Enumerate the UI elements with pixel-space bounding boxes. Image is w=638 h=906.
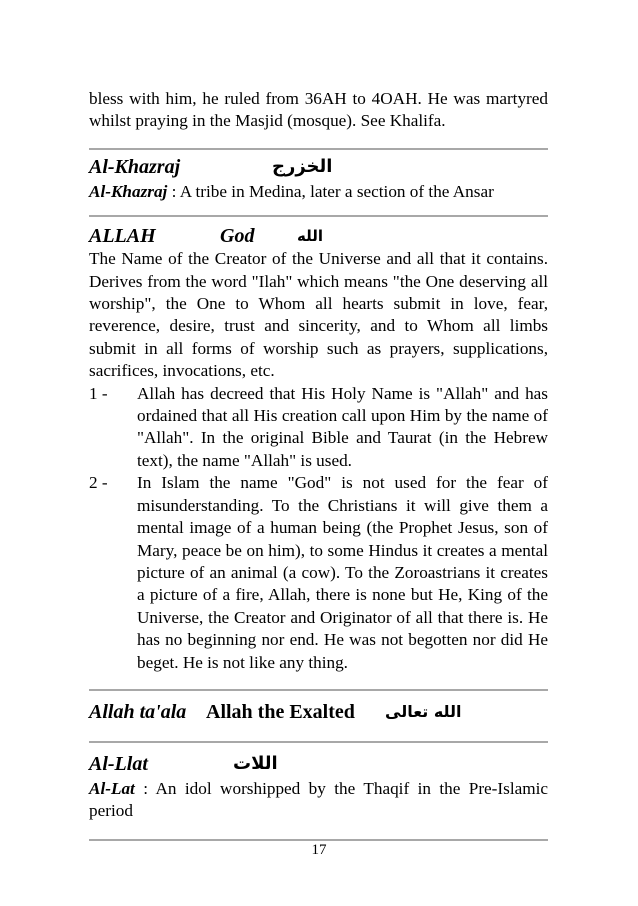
entry-term: Allah ta'ala	[89, 700, 187, 723]
entry-definition-khazraj	[89, 181, 548, 203]
page-content	[89, 88, 548, 841]
entry-arabic: الله	[297, 227, 323, 246]
divider-5	[89, 839, 548, 841]
page-number: 17	[311, 842, 327, 858]
entry-term: Al-Llat	[89, 752, 148, 775]
entry-arabic: الخزرج	[272, 155, 333, 177]
divider-1	[89, 148, 548, 150]
entry-label: Al-Khazraj	[89, 181, 168, 201]
intro-paragraph: bless with him, he ruled from 36AH to 4OAH. He was martyred whilst praying in the Masjid (mosque). See Khalifa.	[89, 89, 548, 131]
list-item-number: 1 -	[89, 383, 108, 403]
entry-arabic: الله تعالى	[385, 701, 462, 721]
entry-definition-text: : An idol worshipped by the Thaqif in the Pre-Islamic period	[89, 778, 548, 821]
divider-2	[89, 215, 548, 217]
list-item-text: In Islam the name "God" is not used for the fear of misunderstanding. To the Christians it will give them a mental image of a human being (the Prophet Jesus, son of Mary, peace be on him), to some Hindus it creates a mental picture of an animal (a cow). To the Zoroastrians it creates a picture of a fire, Allah, there is none but He, King of the Universe, the Creator and Originator of all that there is. He has no beginning nor end. He was not begotten nor did He beget. He is not like any thing.	[137, 473, 548, 672]
list-item	[89, 472, 548, 674]
list-item-text: Allah has decreed that His Holy Name is "Allah" and has ordained that all His creation call upon Him by the name of "Allah". In the original Bible and Taurat (in the Hebrew text), the name "Allah" is used.	[137, 383, 548, 470]
divider-3	[89, 689, 548, 691]
entry-heading-llat	[89, 749, 548, 779]
entry-term: ALLAH	[89, 225, 156, 248]
entry-translation: Allah the Exalted	[206, 700, 355, 723]
entry-heading-khazraj	[89, 152, 548, 182]
entry-term: Al-Khazraj	[89, 155, 181, 178]
entry-translation: God	[220, 225, 255, 248]
entry-heading-tala	[89, 697, 548, 727]
entry-arabic: اللات	[233, 752, 278, 774]
entry-definition-llat	[89, 778, 548, 823]
list-item	[89, 383, 548, 473]
entry-heading-allah	[89, 221, 548, 251]
entry-definition-allah: The Name of the Creator of the Universe and all that it contains. Derives from the word "Ilah" which means "the One deserving all worship", the One to Whom all hearts submit in love, fear, reverence, desire, trust and sincerity, and to Whom all limbs submit in all forms of worship such as prayers, supplications, sacrifices, invocations, etc.	[89, 249, 548, 381]
divider-4	[89, 741, 548, 743]
entry-label: Al-Lat	[89, 778, 135, 798]
list-item-number: 2 -	[89, 473, 108, 493]
entry-definition-text: : A tribe in Medina, later a section of the Ansar	[167, 181, 494, 201]
